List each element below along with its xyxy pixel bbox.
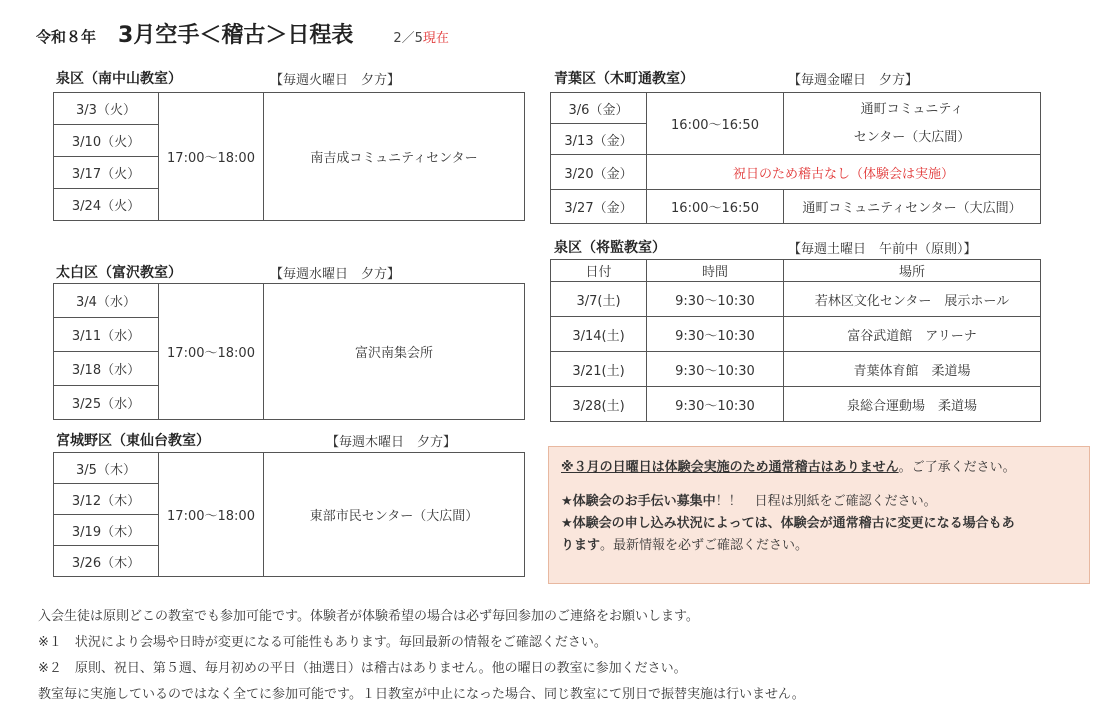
table-row [551, 93, 1041, 124]
date-cell: 3/24（火） [54, 189, 159, 221]
venue-cell: 若林区文化センター 展示ホール [784, 282, 1041, 317]
section-schedule-saturday: 【毎週土曜日 午前中（原則）】 [788, 242, 977, 257]
notice-line-1 [561, 457, 1077, 479]
date-cell: 3/10（火） [54, 125, 159, 157]
schedule-table-thursday [53, 452, 525, 577]
notice-line-1-rest: 。ご了承ください。 [898, 460, 1016, 475]
venue-cell: 富谷武道館 アリーナ [784, 317, 1041, 352]
time-cell: 9:30～10:30 [647, 387, 784, 422]
venue-cell [784, 93, 1041, 155]
schedule-table-wednesday [53, 283, 525, 420]
venue-cell: 東部市民センター（大広間） [264, 453, 525, 577]
table-row [54, 93, 525, 125]
section-title-izumi-minaminakayama: 泉区（南中山教室） [56, 71, 182, 87]
date-cell: 3/13（金） [551, 124, 647, 155]
table-header-row [551, 260, 1041, 282]
date-cell: 3/3（火） [54, 93, 159, 125]
title-row [36, 18, 449, 54]
table-row [551, 387, 1041, 422]
date-cell: 3/4（水） [54, 284, 159, 318]
date-cell: 3/7(土) [551, 282, 647, 317]
footer-note-3: ※２ 原則、祝日、第５週、毎月初めの平日（抽選日）は稽古はありません。他の曜日の教室に参加ください。 [38, 661, 687, 676]
notice-line-3-rest: 。最新情報を必ずご確認ください。 [600, 538, 809, 553]
date-cell: 3/28(土) [551, 387, 647, 422]
table-row [551, 282, 1041, 317]
section-title-miyagino-higashisendai: 宮城野区（東仙台教室） [56, 433, 210, 449]
date-cell: 3/19（木） [54, 515, 159, 546]
schedule-table-friday [550, 92, 1041, 224]
venue-cell: 泉総合運動場 柔道場 [784, 387, 1041, 422]
time-cell: 17:00～18:00 [159, 284, 264, 420]
footer-note-4: 教室毎に実施しているのではなく全てに参加可能です。１日教室が中止になった場合、同じ教室にて別日で振替実施は行いません。 [38, 687, 805, 702]
venue-cell: 富沢南集会所 [264, 284, 525, 420]
time-cell: 16:00～16:50 [647, 93, 784, 155]
holiday-note-cell: 祝日のため稽古なし（体験会は実施） [647, 155, 1041, 190]
era-label: 令和８年 [36, 28, 97, 46]
table-row [551, 352, 1041, 387]
notice-line-1-bold: ※３月の日曜日は体験会実施のため通常稽古はありません [561, 460, 899, 475]
time-cell: 9:30～10:30 [647, 317, 784, 352]
notice-line-4 [561, 535, 1077, 557]
date-cell: 3/26（木） [54, 546, 159, 577]
date-cell: 3/21(土) [551, 352, 647, 387]
venue-cell: 青葉体育館 柔道場 [784, 352, 1041, 387]
date-cell: 3/20（金） [551, 155, 647, 190]
header-venue: 場所 [784, 260, 1041, 282]
notice-line-2-bold: ★体験会のお手伝い募集中 [561, 494, 716, 509]
section-schedule-thursday: 【毎週木曜日 夕方】 [326, 435, 457, 450]
page-title: 3月空手＜稽古＞日程表 [118, 23, 354, 48]
date-cell: 3/12（木） [54, 484, 159, 515]
footer-note-2: ※１ 状況により会場や日時が変更になる可能性もあります。毎回最新の情報をご確認ください。 [38, 635, 607, 650]
notice-line-2-rest: ！！ 日程は別紙をご確認ください。 [715, 494, 937, 509]
time-cell: 17:00～18:00 [159, 453, 264, 577]
footer-note-1: 入会生徒は原則どこの教室でも参加可能です。体験者が体験希望の場合は必ず毎回参加のご連絡をお願いします。 [38, 609, 699, 624]
table-row [551, 190, 1041, 224]
section-title-taihaku-tomizawa: 太白区（富沢教室） [56, 265, 182, 281]
notice-line-3 [561, 513, 1077, 535]
venue-line: 通町コミュニティ [860, 101, 964, 117]
section-schedule-wednesday: 【毎週水曜日 夕方】 [270, 267, 401, 282]
time-cell: 9:30～10:30 [647, 282, 784, 317]
as-of-suffix: 現在 [422, 31, 449, 46]
notice-line-3-bold-a: ★体験会の申し込み状況によっては、体験会が通常稽古に変更になる場合もあ [561, 516, 1015, 531]
date-cell: 3/18（水） [54, 352, 159, 386]
venue-line: センター（大広間） [853, 129, 971, 145]
notice-line-3-bold-b: ります [561, 538, 601, 553]
section-title-aoba-kimachidori: 青葉区（木町通教室） [554, 71, 694, 87]
header-date: 日付 [551, 260, 647, 282]
time-cell: 9:30～10:30 [647, 352, 784, 387]
date-cell: 3/11（水） [54, 318, 159, 352]
section-title-izumi-shogen: 泉区（将監教室） [554, 240, 666, 256]
section-schedule-tuesday: 【毎週火曜日 夕方】 [270, 73, 401, 88]
notice-line-2 [561, 491, 1077, 513]
notice-box [548, 446, 1090, 584]
date-cell: 3/17（火） [54, 157, 159, 189]
table-row [54, 453, 525, 484]
venue-cell: 南吉成コミュニティセンター [264, 93, 525, 221]
date-cell: 3/14(土) [551, 317, 647, 352]
schedule-table-saturday [550, 259, 1041, 422]
table-row [551, 155, 1041, 190]
as-of-date [393, 27, 449, 46]
date-cell: 3/6（金） [551, 93, 647, 124]
header-time: 時間 [647, 260, 784, 282]
table-row [54, 284, 525, 318]
time-cell: 17:00～18:00 [159, 93, 264, 221]
date-cell: 3/27（金） [551, 190, 647, 224]
venue-cell: 通町コミュニティセンター（大広間） [784, 190, 1041, 224]
table-row [551, 317, 1041, 352]
as-of-date-value: 2／5 [393, 31, 423, 46]
section-schedule-friday: 【毎週金曜日 夕方】 [788, 73, 919, 88]
time-cell: 16:00～16:50 [647, 190, 784, 224]
date-cell: 3/5（木） [54, 453, 159, 484]
schedule-table-tuesday [53, 92, 525, 221]
date-cell: 3/25（水） [54, 386, 159, 420]
